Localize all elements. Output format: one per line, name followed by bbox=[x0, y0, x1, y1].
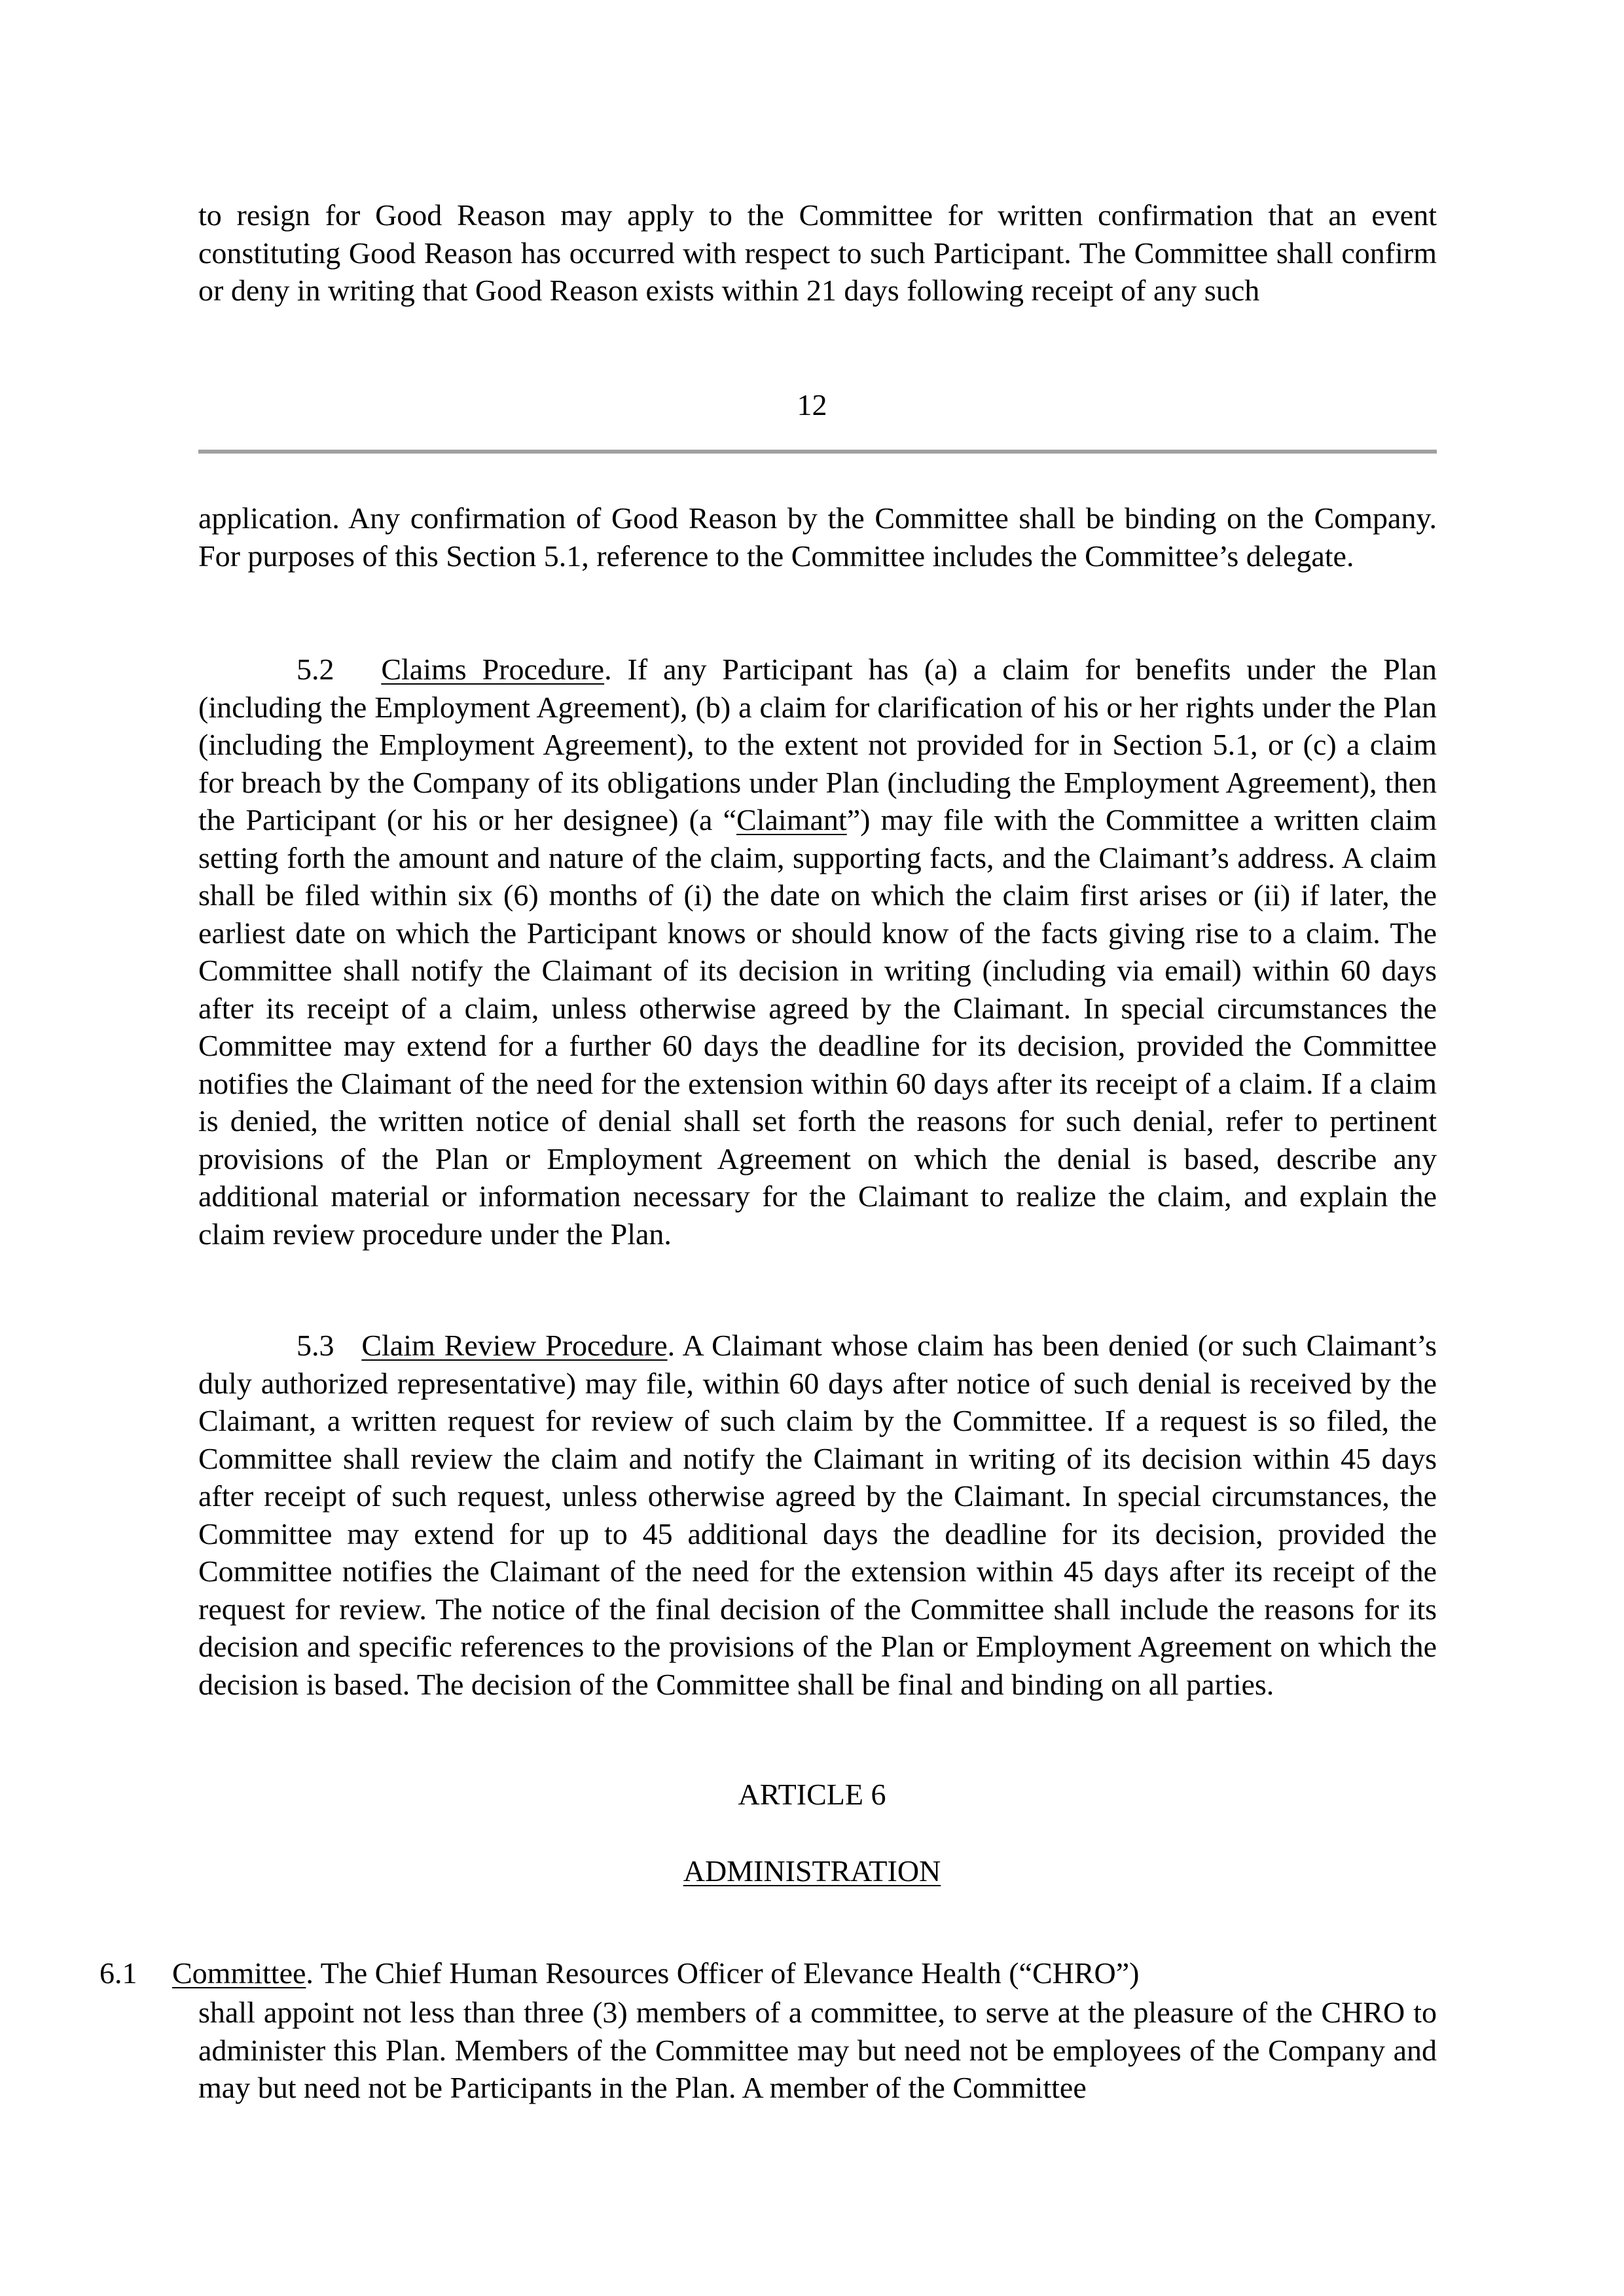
defined-term: Claimant bbox=[736, 803, 847, 836]
section-number: 5.3 bbox=[297, 1329, 334, 1362]
section-first-line-text: . The Chief Human Resources Officer of Elevance Health (“CHRO”) bbox=[306, 1956, 1140, 1990]
section-6-1-first-line bbox=[172, 1956, 1140, 1990]
section-5-3 bbox=[198, 1327, 1437, 1703]
page-number: 12 bbox=[797, 388, 827, 422]
section-6-1-number: 6.1 bbox=[99, 1956, 137, 1990]
continuation-paragraph bbox=[198, 499, 1437, 575]
section-5-2 bbox=[198, 651, 1437, 1253]
section-number: 5.2 bbox=[297, 653, 334, 686]
article-title bbox=[0, 1854, 1624, 1888]
continuation-paragraph-text: application. Any confirmation of Good Reason by the Committee shall be binding on the Company. For purposes of this Section 5.1, reference to the Committee includes the Committee’s delegate. bbox=[198, 501, 1437, 573]
section-body: . A Claimant whose claim has been denied (or such Claimant’s duly authorized representative) may file, within 60 days after notice of such denial is received by the Claimant, a written request for review of such claim by the Committee. If a request is so filed, the Committee shall review the claim and notify the Claimant in writing of its decision within 45 days after receipt of such request, unless otherwise agreed by the Claimant. In special circumstances, the Committee may extend for up to 45 additional days the deadline for its decision, provided the Committee notifies the Claimant of the need for the extension within 45 days after its receipt of the request for review. The notice of the final decision of the Committee shall include the reasons for its decision and specific references to the provisions of the Plan or Employment Agreement on which the decision is based. The decision of the Committee shall be final and binding on all parties. bbox=[198, 1329, 1437, 1701]
page-break-rule bbox=[198, 450, 1437, 454]
section-heading: Claims Procedure bbox=[381, 653, 605, 686]
section-body-continued: ”) may file with the Committee a written claim setting forth the amount and nature of the claim, supporting facts, and the Claimant’s address. A claim shall be filed within six (6) months of (i) the date on which the claim first arises or (ii) if later, the earliest date on which the Participant knows or should know of the facts giving rise to a claim. The Committee shall notify the Claimant of its decision in writing (including via email) within 60 days after its receipt of a claim, unless otherwise agreed by the Claimant. In special circumstances the Committee may extend for a further 60 days the deadline for its decision, provided the Committee notifies the Claimant of the need for the extension within 60 days after its receipt of a claim. If a claim is denied, the written notice of denial shall set forth the reasons for such denial, refer to pertinent provisions of the Plan or Employment Agreement on which the denial is based, describe any additional material or information necessary for the Claimant to realize the claim, and explain the claim review procedure under the Plan. bbox=[198, 803, 1437, 1251]
article-label: ARTICLE 6 bbox=[738, 1778, 886, 1811]
section-6-1-body bbox=[198, 1994, 1437, 2107]
article-title-text: ADMINISTRATION bbox=[683, 1854, 941, 1888]
section-body: . If any Participant has (a) a claim for benefits under the Plan (including the Employment Agreement), (b) a claim for clarification of his or her rights under the Plan (including the Employment Agreement), to the extent not provided for in Section 5.1, or (c) a claim for breach by the Company of its obligations under Plan (including the Employment Agreement), then the Participant (or his or her designee) (a “ bbox=[198, 653, 1437, 836]
section-heading: Claim Review Procedure bbox=[361, 1329, 668, 1362]
top-paragraph bbox=[198, 196, 1437, 310]
top-paragraph-text: to resign for Good Reason may apply to the Committee for written confirmation that an event constituting Good Reason has occurred with respect to such Participant. The Committee shall confirm or deny in writing that Good Reason exists within 21 days following receipt of any such bbox=[198, 198, 1437, 307]
section-heading: Committee bbox=[172, 1956, 306, 1990]
section-body: shall appoint not less than three (3) members of a committee, to serve at the pleasure of the CHRO to administer this Plan. Members of the Committee may but need not be employees of the Company and may but need not be Participants in the Plan. A member of the Committee bbox=[198, 1996, 1437, 2104]
